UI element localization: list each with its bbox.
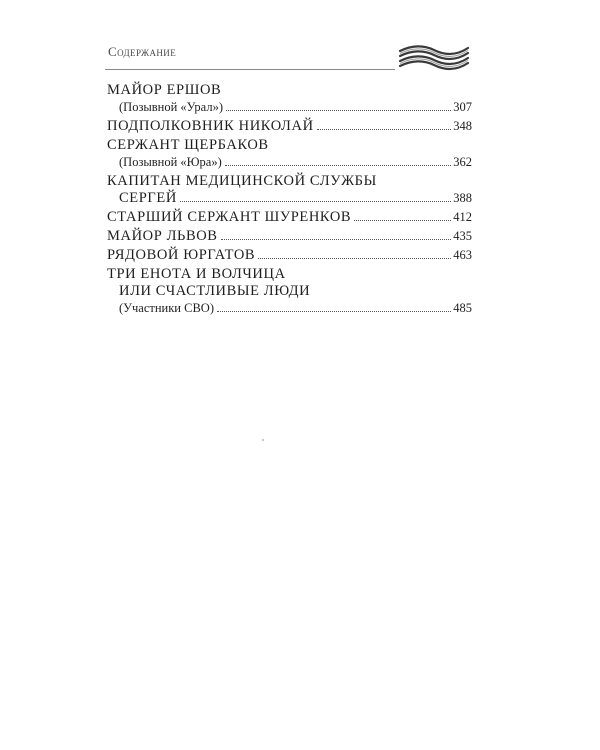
toc-entry-title: МАЙОР ЕРШОВ	[107, 82, 222, 98]
toc-entry-title-continued: ИЛИ СЧАСТЛИВЫЕ ЛЮДИ	[119, 283, 311, 299]
toc-entry-title: РЯДОВОЙ ЮРГАТОВ	[107, 247, 256, 263]
toc-entry-leader	[107, 247, 472, 264]
header-rule	[105, 69, 395, 70]
st-george-ribbon-icon	[398, 42, 470, 74]
toc-page-number: 485	[453, 301, 472, 315]
toc-entry-subtitle: (Позывной «Урал»)	[119, 100, 223, 114]
toc-entry-leader	[107, 99, 472, 116]
dot-leader	[221, 239, 452, 240]
dot-leader	[225, 165, 452, 166]
toc-page-number: 388	[453, 191, 472, 205]
toc-entry[interactable]	[107, 137, 472, 171]
toc-entry-leader	[107, 154, 472, 171]
toc-entry[interactable]	[107, 209, 472, 226]
toc-entry-title: ПОДПОЛКОВНИК НИКОЛАЙ	[107, 118, 314, 134]
toc-entry[interactable]	[107, 173, 472, 207]
dot-leader	[226, 110, 451, 111]
dot-leader	[317, 129, 452, 130]
toc-entry-leader	[107, 190, 472, 207]
toc-entry[interactable]	[107, 118, 472, 135]
toc-entry-leader	[107, 209, 472, 226]
toc-page-number: 435	[453, 229, 472, 243]
paper-speck	[262, 439, 264, 441]
toc-entry-title: СТАРШИЙ СЕРЖАНТ ШУРЕНКОВ	[107, 209, 352, 225]
toc-entry[interactable]	[107, 82, 472, 116]
toc-entry-leader	[107, 228, 472, 245]
toc-page-number: 348	[453, 119, 472, 133]
toc-entry-subtitle: СЕРГЕЙ	[119, 190, 177, 206]
toc-entry-title: МАЙОР ЛЬВОВ	[107, 228, 218, 244]
toc-entry-leader	[107, 300, 472, 317]
toc-page-number: 412	[453, 210, 472, 224]
dot-leader	[354, 220, 451, 221]
toc-page-number: 463	[453, 248, 472, 262]
toc-page-number: 307	[453, 100, 472, 114]
dot-leader	[258, 258, 451, 259]
table-of-contents	[107, 82, 472, 317]
dot-leader	[217, 311, 451, 312]
toc-entry-title: КАПИТАН МЕДИЦИНСКОЙ СЛУЖБЫ	[107, 173, 377, 189]
dot-leader	[180, 201, 451, 202]
toc-entry[interactable]	[107, 247, 472, 264]
toc-entry-leader	[107, 118, 472, 135]
toc-entry-subtitle: (Участники СВО)	[119, 301, 214, 315]
toc-entry-title: ТРИ ЕНОТА И ВОЛЧИЦА	[107, 266, 286, 282]
toc-entry[interactable]	[107, 228, 472, 245]
toc-entry[interactable]	[107, 266, 472, 317]
toc-entry-subtitle: (Позывной «Юра»)	[119, 155, 222, 169]
toc-page-number: 362	[453, 155, 472, 169]
toc-entry-title: СЕРЖАНТ ЩЕРБАКОВ	[107, 137, 269, 153]
running-title: Содержание	[108, 44, 177, 59]
